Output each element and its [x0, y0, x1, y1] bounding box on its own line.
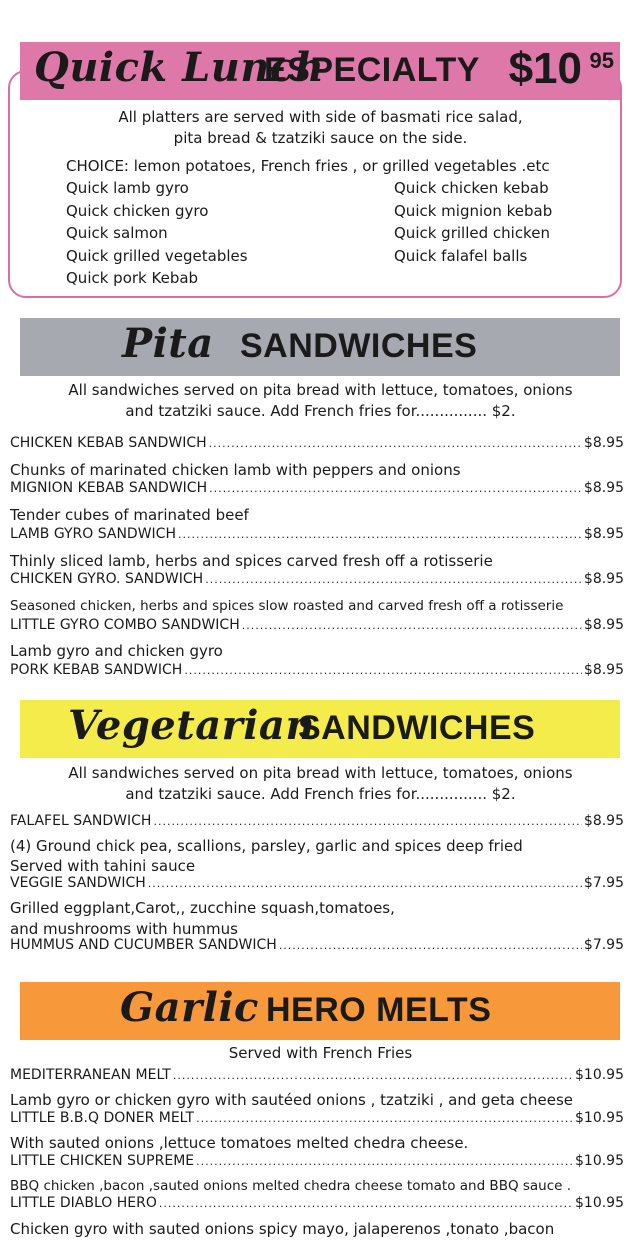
quick-note-line1: All platters are served with side of basmati rice salad, [118, 108, 523, 126]
menu-item-name: LITTLE GYRO COMBO SANDWICH [10, 616, 240, 633]
menu-item-row [10, 1153, 624, 1175]
menu-item-row [10, 526, 624, 548]
menu-item-price: $10.95 [575, 1195, 624, 1212]
pita-note-line2: and tzatziki sauce. Add French fries for............... $2. [125, 402, 516, 420]
dot-leader [242, 619, 582, 632]
menu-item-price: $8.95 [583, 662, 624, 678]
veg-note-line1: All sandwiches served on pita bread with lettuce, tomatoes, onions [68, 764, 573, 782]
menu-item-description: Lamb gyro or chicken gyro with sautéed onions , tzatziki , and geta cheese [10, 1091, 573, 1110]
pita-title: SANDWICHES [240, 327, 478, 365]
menu-item-name: LITTLE CHICKEN SUPREME [10, 1152, 195, 1169]
garlic-title: HERO MELTS [266, 991, 492, 1029]
menu-item-description: Seasoned chicken, herbs and spices slow roasted and carved fresh off a rotisserie [10, 597, 564, 614]
menu-item-row [10, 662, 624, 684]
quick-choice: CHOICE: lemon potatoes, French fries , or grilled vegetables .etc [66, 157, 550, 175]
veg-note-line2: and tzatziki sauce. Add French fries for............... $2. [125, 785, 516, 803]
quick-item: Quick chicken kebab [394, 179, 549, 197]
dot-leader [196, 1112, 573, 1125]
menu-item-price: $8.95 [583, 571, 624, 588]
dot-leader [196, 1155, 573, 1168]
dot-leader [209, 482, 582, 495]
menu-item-row [10, 1067, 624, 1089]
menu-item-price: $10.95 [575, 1152, 624, 1169]
dot-leader [184, 664, 582, 677]
quick-item: Quick grilled chicken [394, 224, 550, 242]
menu-item-name: LITTLE B.B.Q DONER MELT [10, 1109, 195, 1126]
pita-note-line1: All sandwiches served on pita bread with lettuce, tomatoes, onions [68, 381, 573, 399]
quick-item: Quick lamb gyro [66, 179, 189, 197]
quick-item: Quick mignion kebab [394, 201, 553, 220]
menu-item-description: (4) Ground chick pea, scallions, parsley, garlic and spices deep fried [10, 836, 523, 855]
menu-item-name: LAMB GYRO SANDWICH [10, 525, 176, 542]
dot-leader [173, 1069, 573, 1082]
dot-leader [148, 877, 582, 890]
quick-item: Quick chicken gyro [66, 201, 209, 220]
menu-item-price: $7.95 [583, 937, 624, 954]
menu-item-row [10, 617, 624, 639]
menu-item-price: $8.95 [583, 435, 624, 451]
menu-item-price: $8.95 [583, 616, 624, 633]
menu-item-description: Thinly sliced lamb, herbs and spices carved fresh off a rotisserie [10, 551, 493, 570]
pita-banner [20, 318, 620, 376]
dot-leader [209, 437, 582, 450]
menu-item-price: $7.95 [583, 875, 624, 892]
menu-item-description: and mushrooms with hummus [10, 919, 238, 938]
quick-note-line2: pita bread & tzatziki sauce on the side. [173, 129, 468, 147]
dot-leader [205, 573, 582, 586]
menu-item-price: $10.95 [575, 1067, 624, 1083]
pita-script-title: Pita [122, 320, 214, 367]
menu-item-price: $8.95 [583, 525, 624, 542]
menu-item-description: BBQ chicken ,bacon ,sauted onions melted chedra cheese tomato and BBQ sauce . [10, 1178, 572, 1194]
menu-item-description: Chicken gyro with sauted onions spicy mayo, jalaperenos ,tonato ,bacon [10, 1219, 555, 1238]
menu-item-description: With sauted onions ,lettuce tomatoes melted chedra cheese. [10, 1134, 469, 1153]
dot-leader [159, 1197, 573, 1210]
menu-item-price: $8.95 [583, 813, 624, 829]
menu-item-row [10, 435, 624, 457]
menu-item-name: CHICKEN KEBAB SANDWICH [10, 435, 207, 451]
menu-item-name: CHICKEN GYRO. SANDWICH [10, 571, 204, 588]
menu-item-name: MIGNION KEBAB SANDWICH [10, 480, 208, 497]
quick-lunch-script-title: Quick Lunch [34, 44, 325, 91]
menu-item-description: Lamb gyro and chicken gyro [10, 642, 223, 661]
menu-item-row [10, 813, 624, 835]
garlic-note: Served with French Fries [228, 1044, 413, 1062]
menu-item-description: Grilled eggplant,Carot,, zucchine squash,tomatoes, [10, 898, 395, 917]
quick-item: Quick pork Kebab [66, 269, 199, 287]
menu-item-row [10, 571, 624, 593]
menu-item-name: PORK KEBAB SANDWICH [10, 662, 183, 678]
quick-lunch-price-cents: 95 [589, 48, 614, 73]
menu-item-name: FALAFEL SANDWICH [10, 813, 152, 829]
menu-item-name: VEGGIE SANDWICH [10, 875, 146, 892]
quick-item: Quick salmon [66, 224, 168, 242]
vegetarian-banner [20, 700, 620, 758]
menu-item-price: $10.95 [575, 1109, 624, 1126]
quick-lunch-banner [20, 42, 620, 100]
menu-item-row [10, 480, 624, 502]
quick-item: Quick grilled vegetables [66, 246, 248, 265]
garlic-banner [20, 982, 620, 1040]
quick-lunch-price: $10 [508, 44, 582, 93]
menu-item-price: $8.95 [583, 480, 624, 497]
quick-item: Quick falafel balls [394, 246, 528, 265]
quick-lunch-title: ESPECIALTY [264, 51, 480, 89]
menu-item-description: Tender cubes of marinated beef [10, 506, 249, 525]
menu-item-name: HUMMUS AND CUCUMBER SANDWICH [10, 937, 277, 954]
menu-item-row [10, 937, 624, 959]
dot-leader [178, 528, 582, 541]
dot-leader [279, 939, 582, 952]
menu-item-row [10, 1110, 624, 1132]
menu-item-name: LITTLE DIABLO HERO [10, 1195, 157, 1212]
menu-item-row [10, 875, 624, 897]
vegetarian-script-title: Vegetarian [68, 702, 315, 749]
menu-item-description: Chunks of marinated chicken lamb with peppers and onions [10, 460, 461, 479]
dot-leader [153, 815, 581, 828]
garlic-script-title: Garlic [120, 984, 259, 1031]
menu-item-row [10, 1195, 624, 1217]
menu-item-name: MEDITERRANEAN MELT [10, 1067, 171, 1083]
vegetarian-title: SANDWICHES [298, 709, 536, 747]
menu-item-description: Served with tahini sauce [10, 857, 196, 876]
